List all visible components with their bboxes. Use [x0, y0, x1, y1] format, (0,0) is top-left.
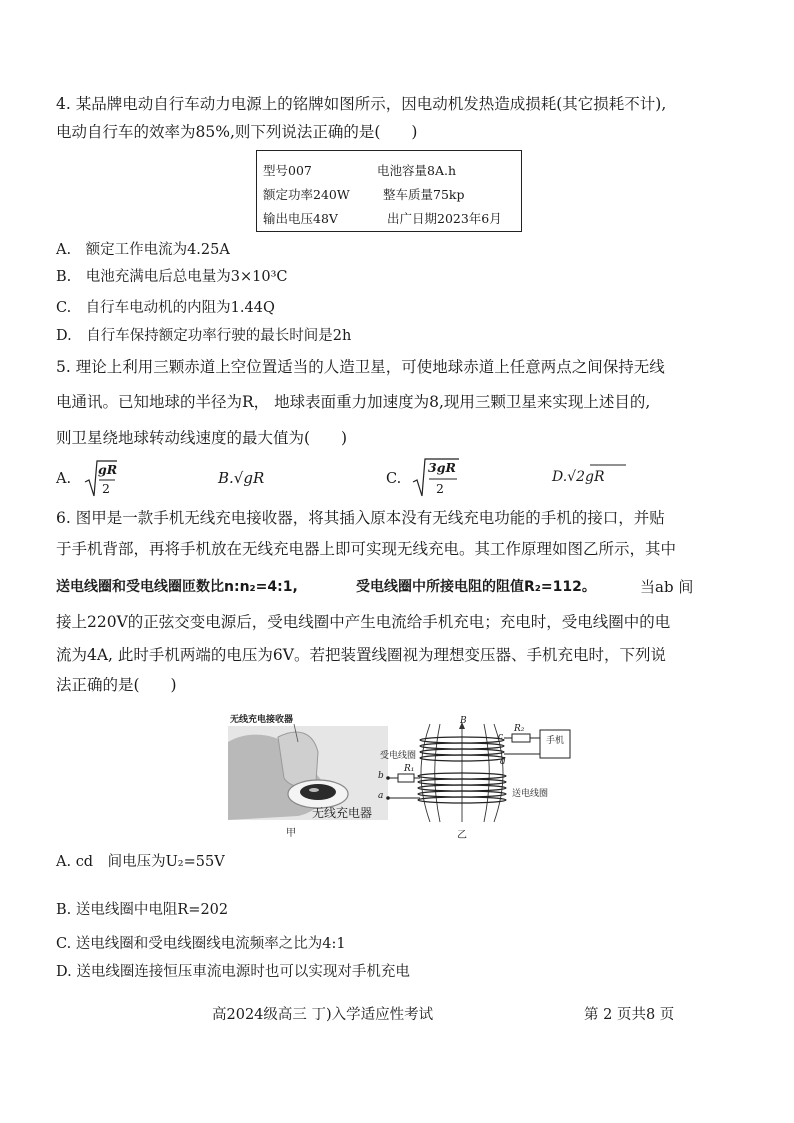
nameplate-voltage: 输出电压48V [263, 211, 338, 226]
q6-option-c: C. 送电线圈和受电线圈线电流频率之比为4:1 [56, 936, 346, 952]
receiving-coil-label: 受电线圈 [380, 751, 417, 761]
terminal-d-label: d [500, 757, 506, 767]
q6-option-b: B. 送电线圈中电阻R=202 [56, 902, 229, 918]
q6-stem-line-2: 于手机背部，再将手机放在无线充电器上即可实现无线充电。其工作原理如图乙所示，其中 [56, 540, 677, 558]
q6-option-d: D. 送电线圈连接恒压車流电源时也可以实现对手机充电 [56, 964, 410, 980]
nameplate-capacity: 电池容量8A.h [377, 163, 457, 178]
footer-page-number: 第 2 页共8 页 [584, 1007, 675, 1023]
resistor-R1-label: R₁ [404, 764, 415, 774]
battery-nameplate [256, 150, 522, 232]
q4-option-a: A. 额定工作电流为4.25A [56, 242, 230, 258]
q6-stem-line-3a: 送电线圈和受电线圈匝数比n:n₂=4:1, [56, 579, 298, 595]
receiver-label: 无线充电接收器 [230, 715, 294, 725]
q5-option-a-denominator: 2 [102, 481, 110, 496]
charger-label: 无线充电器 [312, 806, 373, 820]
q4-option-b: B. 电池充满电后总电量为3×10³C [56, 269, 288, 285]
footer-exam-title: 高2024级高三 丁)入学适应性考试 [212, 1007, 434, 1023]
q4-option-d: D. 自行车保持额定功率行驶的最长时间是2h [56, 328, 352, 344]
phone-label: 手机 [546, 736, 565, 746]
q5-stem-line-2: 电通讯。已知地球的半径为R， 地球表面重力加速度为8,现用三颗卫星来实现上述目的, [56, 393, 651, 411]
nameplate-power: 额定功率240W [263, 187, 350, 202]
q5-option-d: D.√2gR [552, 469, 605, 485]
q6-stem-line-4: 接上220V的正弦交变电源后，受电线圈中产生电流给手机充电；充电时，受电线圈中的电 [56, 613, 671, 631]
q4-option-c: C. 自行车电动机的内阻为1.44Q [56, 300, 275, 316]
nameplate-date: 出广日期2023年6月 [387, 211, 502, 226]
q5-option-c-numerator: 3gR [428, 460, 456, 475]
q4-stem-line-2: 电动自行车的效率为85%,则下列说法正确的是( ) [56, 123, 418, 141]
resistor-R2-label: R₂ [514, 724, 525, 734]
q5-stem-line-1: 5. 理论上利用三颗赤道上空位置适当的人造卫星，可使地球赤道上任意两点之间保持无线 [56, 358, 665, 376]
nameplate-mass: 整车质量75kp [383, 187, 465, 202]
terminal-b-label: b [378, 771, 384, 781]
terminal-a-label: a [378, 791, 384, 801]
q4-stem-line-1: 4. 某品牌电动自行车动力电源上的铭牌如图所示，因电动机发热造成损耗(其它损耗不计), [56, 95, 667, 113]
q5-stem-line-3: 则卫星绕地球转动线速度的最大值为( ) [56, 429, 348, 447]
q5-option-c-label: C. [386, 471, 402, 487]
q5-option-a-numerator: gR [98, 462, 118, 477]
field-B-label: B [460, 716, 467, 726]
terminal-c-label: c [498, 732, 504, 742]
q6-option-a: A. cd 间电压为U₂=55V [56, 854, 225, 870]
q6-stem-line-3c: 当ab 间 [640, 578, 694, 596]
q5-option-b: B.√gR [218, 469, 265, 487]
q5-option-d-vinculum [590, 463, 628, 467]
q5-option-c-denominator: 2 [436, 481, 444, 496]
q6-stem-line-1: 6. 图甲是一款手机无线充电接收器，将其插入原本没有无线充电功能的手机的接口，并贴 [56, 509, 665, 527]
sending-coil-label: 送电线圈 [512, 789, 549, 799]
figure-jia-caption: 甲 [286, 828, 296, 839]
figure-jia-photo [228, 712, 388, 820]
q5-option-a-label: A. [56, 471, 72, 487]
q6-stem-line-3b: 受电线圈中所接电阻的阻值R₂=112。 [356, 579, 596, 595]
nameplate-model: 型号007 [263, 163, 312, 178]
figure-yi-caption: 乙 [457, 830, 467, 841]
q6-stem-line-6: 法正确的是( ) [56, 676, 177, 694]
q6-stem-line-5: 流为4A, 此时手机两端的电压为6V。若把装置线圈视为理想变压器、手机充电时，下列说 [56, 646, 666, 664]
